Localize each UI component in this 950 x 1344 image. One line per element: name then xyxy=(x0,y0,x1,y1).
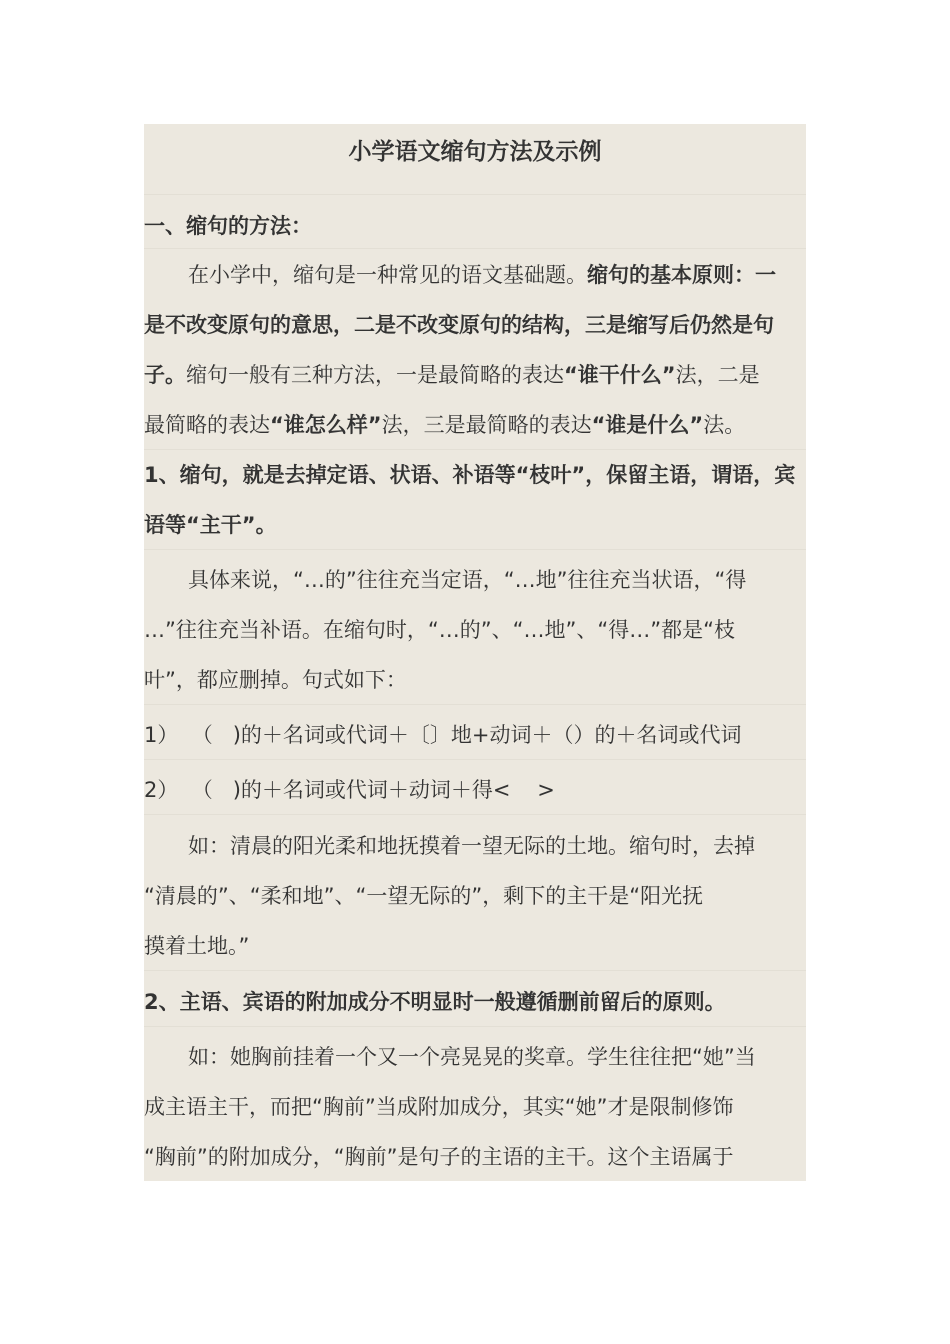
document-title: 小学语文缩句方法及示例 xyxy=(348,139,602,165)
point-line: 语等“主干”。 xyxy=(144,513,277,537)
separator xyxy=(144,814,806,815)
paragraph-line: …”往往充当补语。在缩句时，“…的”、“…地”、“得…”都是“枝 xyxy=(144,618,736,642)
separator xyxy=(144,704,806,705)
separator xyxy=(144,549,806,550)
text-run-bold: “谁干什么” xyxy=(564,363,676,387)
point-line: 1、缩句，就是去掉定语、状语、补语等“枝叶”，保留主语，谓语，宾 xyxy=(144,463,796,487)
formula-line: 2） （ )的＋名词或代词＋动词＋得< > xyxy=(144,778,555,802)
example-line: “胸前”的附加成分，“胸前”是句子的主语的主干。这个主语属于 xyxy=(144,1145,734,1169)
separator xyxy=(144,248,806,249)
paragraph-line xyxy=(144,363,806,387)
example-line: 如：清晨的阳光柔和地抚摸着一望无际的土地。缩句时，去掉 xyxy=(188,834,755,858)
document-page xyxy=(144,124,806,1181)
text-run: 法，二是 xyxy=(675,363,760,387)
text-run: 最简略的表达 xyxy=(144,413,270,437)
example-line: “清晨的”、“柔和地”、“一望无际的”，剩下的主干是“阳光抚 xyxy=(144,884,704,908)
text-run-bold: “谁是什么” xyxy=(591,413,704,437)
paragraph-line: 是不改变原句的意思，二是不改变原句的结构，三是缩写后仍然是句 xyxy=(144,313,774,337)
separator xyxy=(144,449,806,450)
paragraph-line: 具体来说，“…的”往往充当定语，“…地”往往充当状语，“得 xyxy=(188,568,747,592)
point-line: 2、主语、宾语的附加成分不明显时一般遵循删前留后的原则。 xyxy=(144,990,726,1014)
text-run: 法，三是最简略的表达 xyxy=(381,413,592,437)
formula-line: 1） （ )的＋名词或代词＋〔〕地+动词＋（）的＋名词或代词 xyxy=(144,723,742,747)
paragraph-line xyxy=(144,413,806,437)
paragraph-line: 叶”，都应删掉。句式如下： xyxy=(144,668,407,692)
example-line: 摸着土地。” xyxy=(144,934,250,958)
text-run-bold: “谁怎么样” xyxy=(270,413,382,437)
example-line: 如：她胸前挂着一个又一个亮晃晃的奖章。学生往往把“她”当 xyxy=(188,1045,756,1069)
text-run-bold: 缩句的基本原则：一 xyxy=(587,263,776,287)
separator xyxy=(144,1026,806,1027)
separator xyxy=(144,759,806,760)
section-heading: 一、缩句的方法： xyxy=(144,214,312,238)
text-run: 缩句一般有三种方法，一是最简略的表达 xyxy=(186,363,564,387)
text-run: 在小学中，缩句是一种常见的语文基础题。 xyxy=(188,263,587,287)
separator xyxy=(144,970,806,971)
text-run: 法。 xyxy=(703,413,746,437)
text-run-bold: 子。 xyxy=(144,363,186,387)
example-line: 成主语主干，而把“胸前”当成附加成分，其实“她”才是限制修饰 xyxy=(144,1095,734,1119)
paragraph-line xyxy=(144,263,806,287)
separator xyxy=(144,194,806,195)
